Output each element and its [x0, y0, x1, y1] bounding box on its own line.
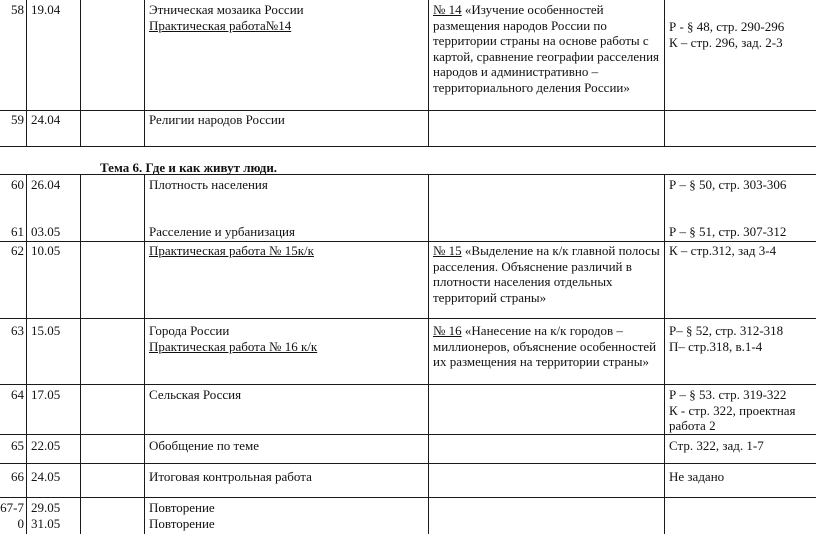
date-line: 31.05 — [31, 515, 61, 531]
lesson-topic — [149, 2, 425, 33]
lesson-date: 24.05 — [31, 469, 61, 484]
lesson-date: 03.05 — [31, 224, 61, 239]
lesson-topic — [149, 500, 425, 531]
homework — [669, 387, 815, 434]
lesson-number: 60 — [11, 177, 24, 192]
lesson-date: 19.04 — [31, 2, 61, 17]
practical-work-number: № 15 — [433, 243, 462, 258]
homework — [669, 19, 815, 50]
practical-work-number: № 16 — [433, 323, 462, 338]
practical-work-text: «Выделение на к/к главной полосы расселения. Объяснение различий в плотности населения отдельных территорий страны» — [433, 243, 660, 305]
lesson-topic: Сельская Россия — [149, 387, 242, 402]
homework — [669, 323, 815, 354]
practical-work-text: «Изучение особенностей размещения народов России по территории страны на основе работы с картой, сравнение географии расселения народов и административно – территориального деления России» — [433, 2, 660, 95]
lesson-date: 26.04 — [31, 177, 61, 192]
lesson-number: 67-70 — [0, 500, 24, 531]
date-line: 29.05 — [31, 500, 61, 515]
homework: Не задано — [669, 469, 725, 484]
lesson-topic: Итоговая контрольная работа — [149, 469, 312, 484]
homework-line: П– стр.318, в.1-4 — [669, 338, 763, 354]
lesson-topic: Расселение и урбанизация — [149, 224, 295, 239]
homework: Р – § 50, стр. 303-306 — [669, 177, 787, 192]
practical-work-description — [433, 243, 661, 305]
lesson-topic — [149, 323, 425, 354]
lesson-number: 59 — [11, 112, 24, 127]
practical-work-label: Практическая работа № 16 к/к — [149, 338, 318, 354]
lesson-date: 10.05 — [31, 243, 61, 258]
practical-work-label: Практическая работа№14 — [149, 17, 292, 33]
homework-line: К - стр. 322, проектная работа 2 — [669, 402, 796, 433]
lesson-topic: Обобщение по теме — [149, 438, 259, 453]
practical-work-number: № 14 — [433, 2, 462, 17]
lesson-number: 58 — [11, 2, 24, 17]
lesson-number: 62 — [11, 243, 24, 258]
practical-work-description — [433, 323, 661, 370]
lesson-topic: Плотность населения — [149, 177, 268, 192]
lesson-date: 24.04 — [31, 112, 61, 127]
lesson-date: 22.05 — [31, 438, 61, 453]
lesson-date: 15.05 — [31, 323, 61, 338]
topic-line: Повторение — [149, 515, 215, 531]
homework-line: Р– § 52, стр. 312-318 — [669, 323, 784, 338]
lesson-number: 61 — [11, 224, 24, 239]
practical-work-description — [433, 2, 661, 95]
topic-line: Этническая мозаика России — [149, 2, 304, 17]
lesson-date: 17.05 — [31, 387, 61, 402]
lesson-number: 65 — [11, 438, 24, 453]
theme-heading: Тема 6. Где и как живут люди. — [100, 160, 278, 175]
lesson-date — [31, 500, 79, 531]
practical-work-label: Практическая работа № 15к/к — [149, 243, 314, 258]
lesson-number: 63 — [11, 323, 24, 338]
homework-line: К – стр. 296, зад. 2-3 — [669, 34, 783, 50]
homework: К – стр.312, зад 3-4 — [669, 243, 777, 258]
topic-line: Города России — [149, 323, 230, 338]
practical-work-text: «Нанесение на к/к городов – миллионеров, объяснение особенностей их размещения на территории страны» — [433, 323, 657, 369]
homework-line: Р - § 48, стр. 290-296 — [669, 19, 785, 34]
homework: Стр. 322, зад. 1-7 — [669, 438, 764, 453]
lesson-number: 64 — [11, 387, 24, 402]
lesson-number: 66 — [11, 469, 24, 484]
lesson-topic: Религии народов России — [149, 112, 285, 127]
homework: Р – § 51, стр. 307-312 — [669, 224, 787, 239]
homework-line: Р – § 53. стр. 319-322 — [669, 387, 787, 402]
topic-line: Повторение — [149, 500, 215, 515]
